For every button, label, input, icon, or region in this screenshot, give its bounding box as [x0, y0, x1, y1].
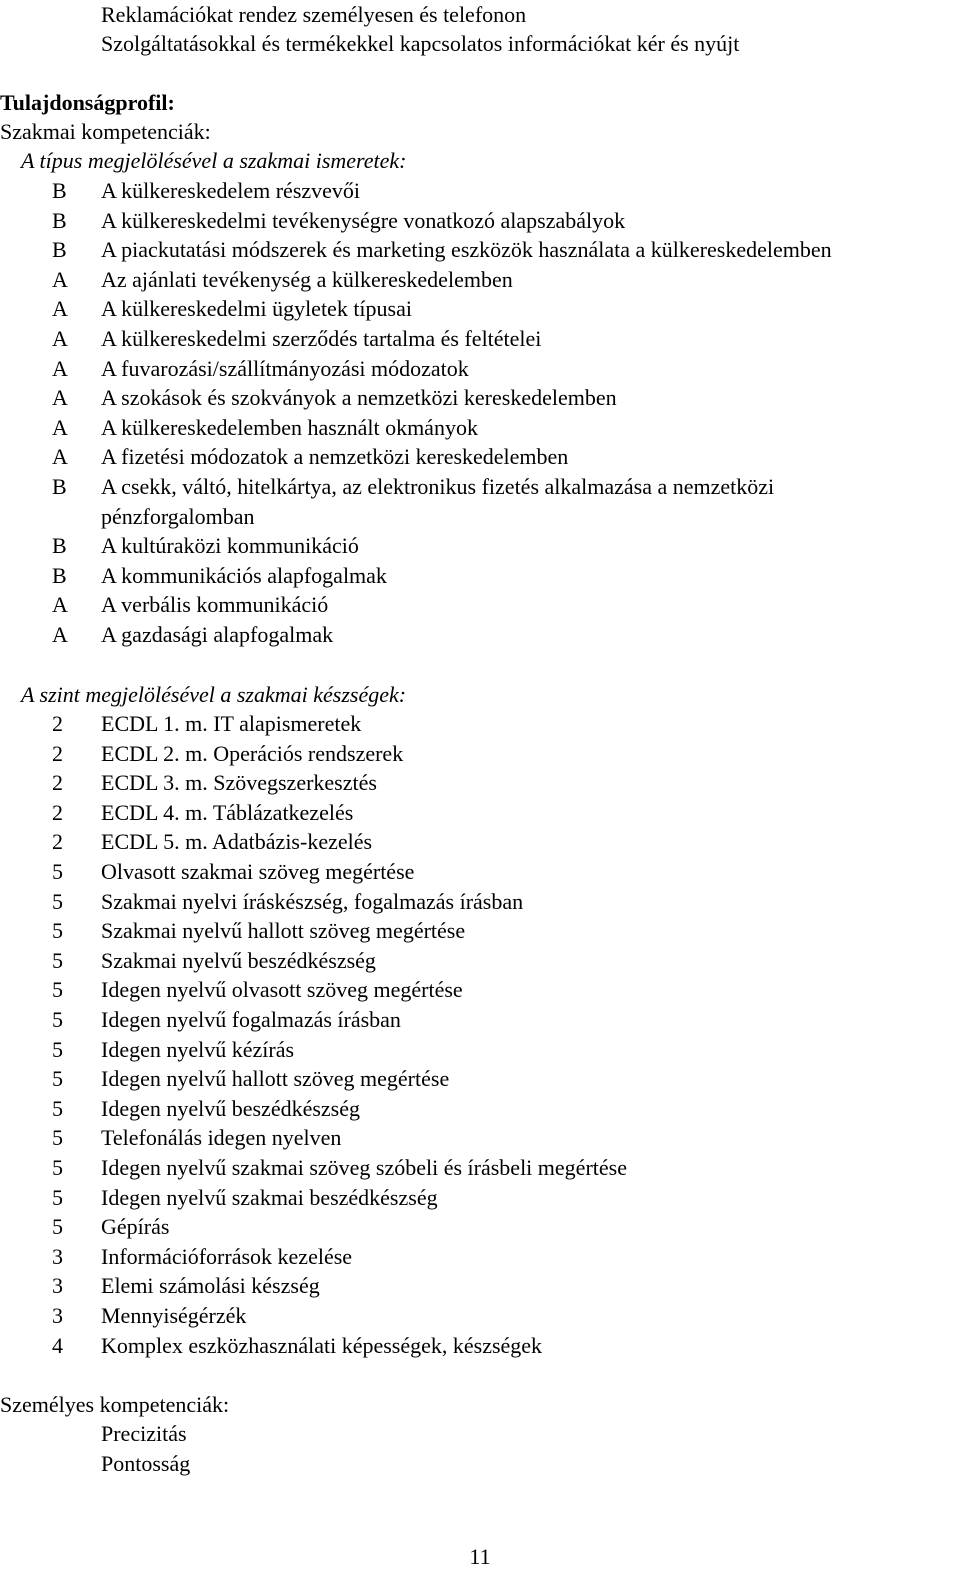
- knowledge-item-row: [0, 590, 960, 620]
- skill-item-code: 5: [52, 1184, 63, 1210]
- skill-item-row: [0, 1301, 960, 1331]
- skill-item-text: Szakmai nyelvű beszédkészség: [101, 947, 376, 973]
- skill-item-row: [0, 1123, 960, 1153]
- knowledge-item-code: A: [52, 622, 68, 647]
- knowledge-item-row: [0, 206, 960, 236]
- knowledge-item-code: A: [52, 296, 68, 322]
- professional-competencies-heading: Szakmai kompetenciák:: [0, 119, 211, 144]
- knowledge-item-code: B: [52, 207, 67, 233]
- knowledge-item-code: A: [52, 355, 68, 381]
- skill-item-code: 5: [52, 859, 63, 884]
- skill-item-code: 2: [52, 740, 63, 766]
- knowledge-item-text: Az ajánlati tevékenység a külkereskedelemben: [101, 266, 513, 292]
- knowledge-item-text: A fuvarozási/szállítmányozási módozatok: [101, 355, 469, 381]
- skill-item-text: Idegen nyelvű hallott szöveg megértése: [101, 1066, 450, 1092]
- skill-item-text: ECDL 5. m. Adatbázis-kezelés: [101, 829, 373, 855]
- knowledge-item-row: [0, 442, 960, 472]
- skill-item-row: [0, 887, 960, 917]
- skill-item-row: [0, 739, 960, 769]
- skill-item-code: 5: [52, 977, 63, 1003]
- skill-item-code: 5: [52, 1036, 63, 1062]
- knowledge-item-code: A: [52, 414, 68, 440]
- skill-item-row: [0, 1331, 960, 1361]
- knowledge-item-text: A külkereskedelmi szerződés tartalma és feltételei: [101, 326, 542, 351]
- skill-item-row: [0, 916, 960, 946]
- skill-item-text: Komplex eszközhasználati képességek, készségek: [101, 1332, 543, 1358]
- skill-item-row: [0, 1242, 960, 1272]
- skill-item-text: Gépírás: [101, 1214, 170, 1240]
- skill-item-code: 2: [52, 770, 63, 796]
- skill-item-code: 5: [52, 947, 63, 973]
- knowledge-item-code: A: [52, 326, 68, 351]
- page-number: 11: [469, 1544, 491, 1569]
- knowledge-item-continuation-text: pénzforgalomban: [101, 503, 255, 529]
- skill-item-text: Idegen nyelvű beszédkészség: [101, 1095, 361, 1121]
- skill-item-text: Olvasott szakmai szöveg megértése: [101, 859, 415, 884]
- skill-item-code: 3: [52, 1273, 63, 1299]
- knowledge-item-text: A külkereskedelemben használt okmányok: [101, 414, 478, 440]
- skill-item-row: [0, 768, 960, 798]
- knowledge-item-text: A fizetési módozatok a nemzetközi kereskedelemben: [101, 444, 569, 470]
- skill-item-row: [0, 1005, 960, 1035]
- skill-item-row: [0, 709, 960, 739]
- skill-item-code: 2: [52, 829, 63, 855]
- knowledge-item-text: A külkereskedelem részvevői: [101, 178, 361, 203]
- skill-item-code: 5: [52, 1007, 63, 1032]
- knowledge-item-code: B: [52, 562, 67, 588]
- knowledge-item-row: [0, 235, 960, 265]
- skill-item-row: [0, 827, 960, 857]
- skill-item-text: Telefonálás idegen nyelven: [101, 1125, 342, 1151]
- knowledge-item-code: A: [52, 266, 68, 292]
- skills-heading: A szint megjelölésével a szakmai készségek:: [21, 682, 407, 707]
- skill-item-text: Információforrások kezelése: [101, 1243, 353, 1269]
- knowledge-item-row: [0, 472, 960, 502]
- skill-item-code: 5: [52, 1125, 63, 1151]
- knowledge-item-row: [0, 561, 960, 591]
- knowledge-item-row: [0, 531, 960, 561]
- knowledge-item-text: A szokások és szokványok a nemzetközi kereskedelemben: [101, 385, 617, 411]
- knowledge-item-code: B: [52, 178, 67, 203]
- skill-item-code: 5: [52, 1155, 63, 1180]
- knowledge-item-code: A: [52, 592, 68, 618]
- knowledge-item-row: [0, 620, 960, 650]
- knowledge-item-text: A piackutatási módszerek és marketing eszközök használata a külkereskedelemben: [101, 237, 832, 263]
- personal-item-row: [0, 1419, 960, 1449]
- skill-item-text: Idegen nyelvű szakmai beszédkészség: [101, 1184, 438, 1210]
- knowledge-item-row: [0, 354, 960, 384]
- skill-item-row: [0, 1183, 960, 1213]
- skill-item-row: [0, 1064, 960, 1094]
- skill-item-row: [0, 1212, 960, 1242]
- knowledge-item-text: A külkereskedelmi ügyletek típusai: [101, 296, 412, 322]
- skill-item-code: 3: [52, 1303, 63, 1328]
- knowledge-item-code: B: [52, 533, 67, 559]
- intro-line: Szolgáltatásokkal és termékekkel kapcsolatos információkat kér és nyújt: [101, 31, 740, 56]
- knowledge-item-code: A: [52, 444, 68, 470]
- knowledge-item-text: A gazdasági alapfogalmak: [101, 622, 334, 647]
- knowledge-item-row: [0, 413, 960, 443]
- skill-item-row: [0, 857, 960, 887]
- skill-item-text: Idegen nyelvű fogalmazás írásban: [101, 1007, 401, 1032]
- skill-item-text: ECDL 4. m. Táblázatkezelés: [101, 799, 354, 825]
- knowledge-item-row: [0, 294, 960, 324]
- knowledge-item-code: B: [52, 474, 67, 499]
- skill-item-text: Szakmai nyelvi íráskészség, fogalmazás írásban: [101, 888, 524, 914]
- skill-item-code: 5: [52, 888, 63, 914]
- skill-item-text: ECDL 3. m. Szövegszerkesztés: [101, 770, 377, 796]
- knowledge-item-text: A verbális kommunikáció: [101, 592, 329, 618]
- personal-item-text: Precizitás: [101, 1421, 187, 1446]
- personal-item-row: [0, 1449, 960, 1479]
- skill-item-row: [0, 1153, 960, 1183]
- personal-item-text: Pontosság: [101, 1450, 191, 1476]
- skill-item-code: 5: [52, 1214, 63, 1240]
- knowledge-item-row: [0, 383, 960, 413]
- knowledge-item-code: A: [52, 385, 68, 411]
- intro-line: Reklamációkat rendez személyesen és telefonon: [101, 2, 527, 27]
- skill-item-text: Idegen nyelvű olvasott szöveg megértése: [101, 977, 463, 1003]
- skill-item-row: [0, 1271, 960, 1301]
- skill-item-row: [0, 975, 960, 1005]
- skill-item-text: Szakmai nyelvű hallott szöveg megértése: [101, 918, 466, 944]
- skill-item-text: ECDL 1. m. IT alapismeretek: [101, 711, 362, 736]
- knowledge-item-continuation-row: [0, 502, 960, 532]
- skill-item-text: Idegen nyelvű szakmai szöveg szóbeli és írásbeli megértése: [101, 1155, 627, 1180]
- skill-item-row: [0, 946, 960, 976]
- skill-item-text: Elemi számolási készség: [101, 1273, 320, 1299]
- knowledge-item-code: B: [52, 237, 67, 263]
- knowledge-item-text: A kommunikációs alapfogalmak: [101, 562, 387, 588]
- skill-item-code: 3: [52, 1243, 63, 1269]
- skill-item-text: ECDL 2. m. Operációs rendszerek: [101, 740, 404, 766]
- skill-item-code: 4: [52, 1332, 63, 1358]
- knowledge-heading: A típus megjelölésével a szakmai ismeretek:: [21, 148, 407, 173]
- skill-item-row: [0, 798, 960, 828]
- knowledge-item-row: [0, 324, 960, 354]
- skill-item-code: 5: [52, 1095, 63, 1121]
- knowledge-item-row: [0, 176, 960, 206]
- personal-competencies-heading: Személyes kompetenciák:: [0, 1392, 230, 1417]
- knowledge-item-row: [0, 265, 960, 295]
- skill-item-text: Idegen nyelvű kézírás: [101, 1036, 295, 1062]
- skill-item-code: 5: [52, 1066, 63, 1092]
- profile-heading: Tulajdonságprofil:: [0, 90, 175, 115]
- skill-item-text: Mennyiségérzék: [101, 1303, 247, 1328]
- skill-item-row: [0, 1094, 960, 1124]
- knowledge-item-text: A külkereskedelmi tevékenységre vonatkozó alapszabályok: [101, 207, 626, 233]
- knowledge-item-text: A kultúraközi kommunikáció: [101, 533, 359, 559]
- skill-item-row: [0, 1035, 960, 1065]
- knowledge-item-text: A csekk, váltó, hitelkártya, az elektronikus fizetés alkalmazása a nemzetközi: [101, 474, 775, 499]
- skill-item-code: 2: [52, 711, 63, 736]
- skill-item-code: 2: [52, 799, 63, 825]
- skill-item-code: 5: [52, 918, 63, 944]
